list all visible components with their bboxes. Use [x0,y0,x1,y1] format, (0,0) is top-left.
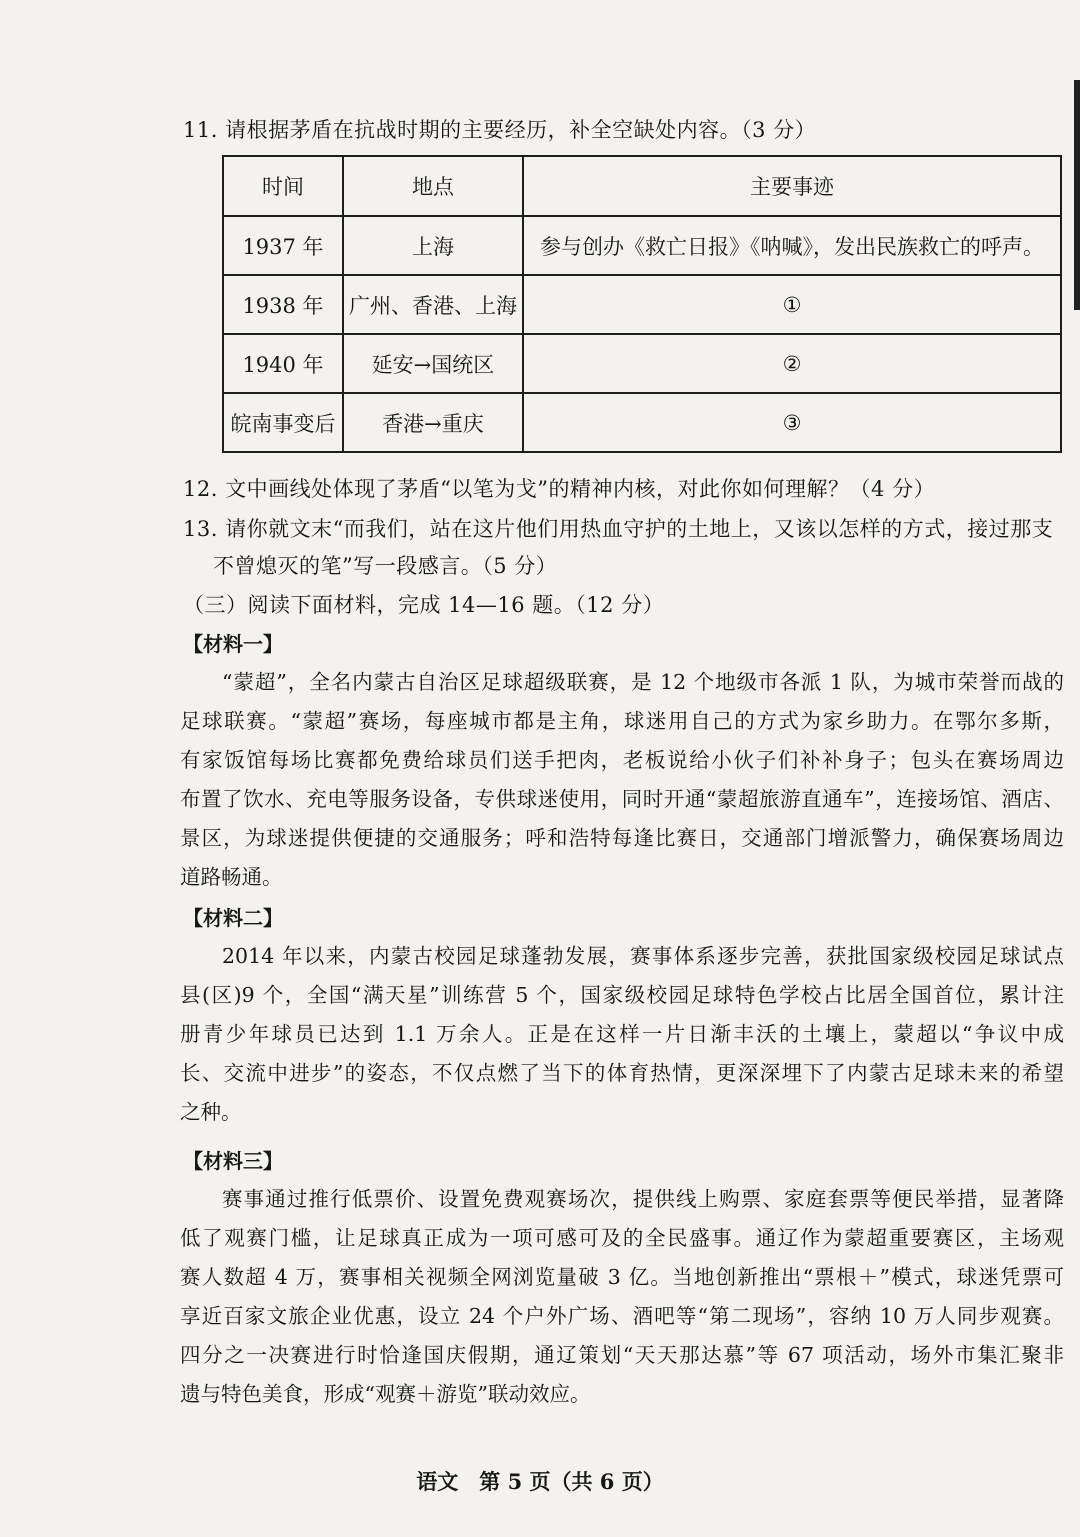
cell-deeds: 参与创办《救亡日报》《呐喊》，发出民族救亡的呼声。 [523,216,1061,275]
text-line: 有家饭馆每场比赛都免费给球员们送手把肉，老板说给小伙子们补补身子；包头在赛场周边 [180,748,1064,772]
cell-time: 1938 年 [223,275,343,334]
text-line: 低了观赛门槛，让足球真正成为一项可感可及的全民盛事。通辽作为蒙超重要赛区，主场观 [180,1226,1064,1250]
text-line: 足球联赛。“蒙超”赛场，每座城市都是主角，球迷用自己的方式为家乡助力。在鄂尔多斯， [180,709,1064,733]
text-line: 长、交流中进步”的姿态，不仅点燃了当下的体育热情，更深深埋下了内蒙古足球未来的希望 [180,1061,1064,1085]
cell-place: 广州、香港、上海 [343,275,523,334]
text-line: 布置了饮水、充电等服务设备，专供球迷使用，同时开通“蒙超旅游直通车”，连接场馆、酒店、 [180,787,1064,811]
cell-place: 香港→重庆 [343,393,523,452]
material-2-heading: 【材料二】 [183,906,283,930]
text-line: 四分之一决赛进行时恰逢国庆假期，通辽策划“天天那达慕”等 67 项活动，场外市集汇聚非 [180,1343,1064,1367]
header-place: 地点 [343,156,523,216]
table-header-row [223,156,1061,216]
cell-time: 皖南事变后 [223,393,343,452]
question-12: 12. 文中画线处体现了茅盾“以笔为戈”的精神内核，对此你如何理解？（4 分） [183,477,936,501]
cell-blank-2: ② [523,334,1061,393]
table-row [223,393,1061,452]
text-line: 2014 年以来，内蒙古校园足球蓬勃发展，赛事体系逐步完善，获批国家级校园足球试点 [222,944,1064,968]
text-line: 遗与特色美食，形成“观赛＋游览”联动效应。 [180,1382,591,1406]
table-row [223,216,1061,275]
text-line: 享近百家文旅企业优惠，设立 24 个户外广场、酒吧等“第二现场”，容纳 10 万人同步观赛。 [180,1304,1064,1328]
material-2-text [180,937,1064,1132]
section-3-instruction: （三）阅读下面材料，完成 14—16 题。（12 分） [183,593,665,617]
text-line: 景区，为球迷提供便捷的交通服务；呼和浩特每逢比赛日，交通部门增派警力，确保赛场周边 [180,826,1064,850]
cell-blank-3: ③ [523,393,1061,452]
material-3-heading: 【材料三】 [183,1149,283,1173]
maodun-timeline-table [222,155,1062,453]
material-1-heading: 【材料一】 [183,632,283,656]
text-line: 县(区)9 个，全国“满天星”训练营 5 个，国家级校园足球特色学校占比居全国首位，累计注 [180,983,1064,1007]
text-line: 册青少年球员已达到 1.1 万余人。正是在这样一片日渐丰沃的土壤上，蒙超以“争议中成 [180,1022,1064,1046]
page-edge-shadow [1074,80,1080,310]
table-row [223,275,1061,334]
text-line: 之种。 [180,1100,242,1124]
cell-place: 上海 [343,216,523,275]
header-deeds: 主要事迹 [523,156,1061,216]
text-line: 道路畅通。 [180,865,283,889]
text-line: “蒙超”，全名内蒙古自治区足球超级联赛，是 12 个地级市各派 1 队，为城市荣誉而战的 [222,670,1064,694]
header-time: 时间 [223,156,343,216]
text-line: 赛人数超 4 万，赛事相关视频全网浏览量破 3 亿。当地创新推出“票根＋”模式，球迷凭票可 [180,1265,1064,1289]
material-1-text [180,663,1064,897]
page-footer: 语文 第 5 页（共 6 页） [416,1469,664,1494]
question-11: 11. 请根据茅盾在抗战时期的主要经历，补全空缺处内容。（3 分） [183,118,817,142]
cell-blank-1: ① [523,275,1061,334]
text-line: 赛事通过推行低票价、设置免费观赛场次，提供线上购票、家庭套票等便民举措，显著降 [222,1187,1064,1211]
question-13-line-2: 不曾熄灭的笔”写一段感言。（5 分） [213,554,558,578]
cell-place: 延安→国统区 [343,334,523,393]
question-13-line-1: 13. 请你就文末“而我们，站在这片他们用热血守护的土地上，又该以怎样的方式，接过那支 [183,517,1054,541]
table-row [223,334,1061,393]
cell-time: 1937 年 [223,216,343,275]
material-3-text [180,1180,1064,1414]
cell-time: 1940 年 [223,334,343,393]
